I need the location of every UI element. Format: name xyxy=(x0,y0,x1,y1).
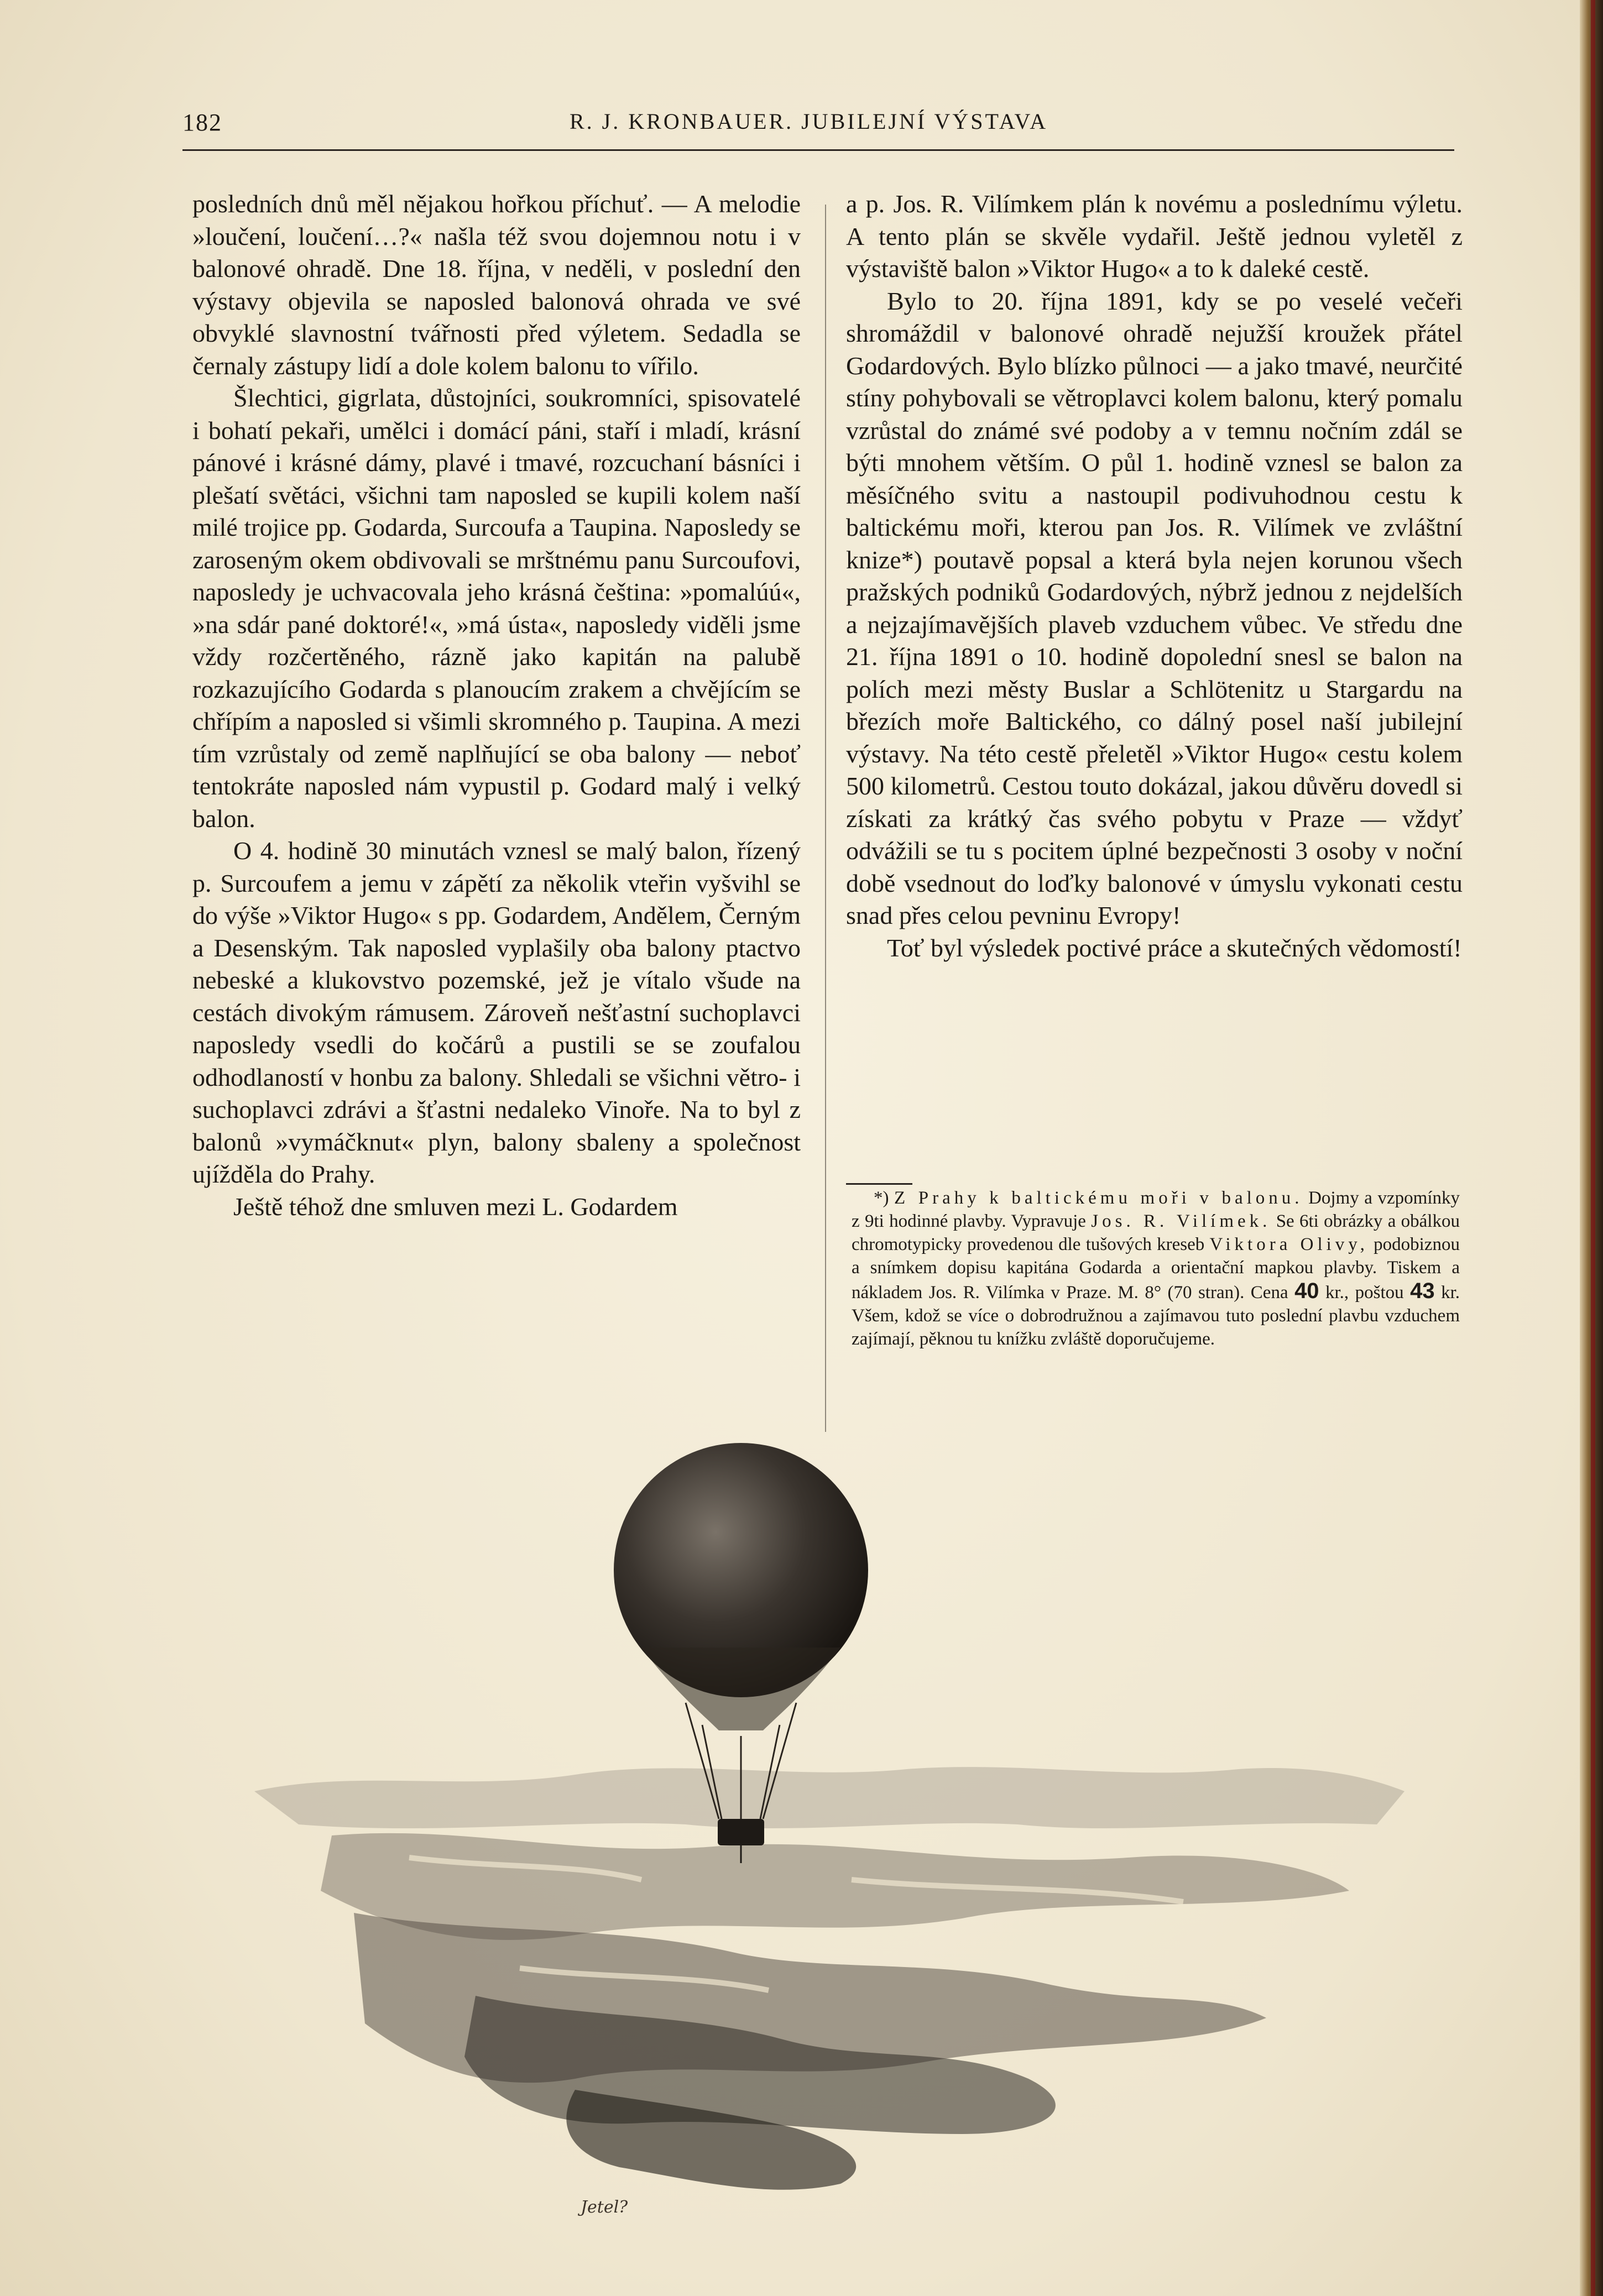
footnote-text-4: kr., poštou xyxy=(1319,1283,1411,1303)
footnote-marker: *) xyxy=(874,1188,895,1208)
footnote-text-3: podobiznou a snímkem dopisu kapitána Godarda a orientační mapkou plavby. Tiskem a nákladem Jos. R. Vilímka v Praze. M. 8° (70 stran). Cena xyxy=(852,1235,1460,1303)
footnote-text-1: Dojmy a vzpomínky z 9ti hodinné plavby. Vypravuje xyxy=(852,1188,1460,1231)
balloon-basket xyxy=(718,1819,764,1845)
cloud-landscape xyxy=(254,1767,1404,2190)
left-paragraph-1: posledních dnů měl nějakou hořkou příchuť. — A melodie »loučení, loučení…?« našla též svou dojemnou notu i v balonové ohradě. Dne 18. října, v neděli, v poslední den výstavy objevila se naposled balonová ohrada ve své obvyklé slavnostní tvářnosti před výletem. Sedadla se černaly zástupy lidí a dole kolem balonu to vířilo. xyxy=(192,190,801,380)
header-rule xyxy=(182,149,1454,151)
left-paragraph-4: Ještě téhož dne smluven mezi L. Godardem xyxy=(233,1192,678,1221)
column-divider xyxy=(825,205,826,1432)
left-paragraph-2: Šlechtici, gigrlata, důstojníci, soukromníci, spisovatelé i bohatí pekaři, umělci i domácí páni, staří i mladí, krásní pánové i krásné dámy, plavé i tmavé, rozcuchaní básníci i plešatí světáci, všichni tam naposled se kupili kolem naší milé trojice pp. Godarda, Surcoufa a Taupina. Naposledy se zaroseným okem obdivovali se mrštnému panu Surcoufovi, naposledy je uchvacovala jeho krásná čeština: »pomalúú«, »na sdár pané doktoré!«, »má ústa«, naposledy viděli jsme vždy rozčertěného, rázně jako kapitán na palubě rozkazujícího Godarda s planoucím zrakem a chvějícím se chřípím a naposled si všimli skromného p. Taupina. A mezi tím vzrůstaly od země naplňující se oba balony — neboť tentokráte naposled nám vypustil p. Godard malý i velký balon. xyxy=(192,384,801,833)
footnote-text-2: Se 6ti obrázky a obálkou chromotypicky provedenou dle tušových kreseb xyxy=(852,1211,1460,1254)
left-column xyxy=(192,188,801,1223)
footnote xyxy=(852,1186,1460,1351)
footnote-rule xyxy=(846,1183,912,1185)
right-paragraph-3: Toť byl výsledek poctivé práce a skutečných vědomostí! xyxy=(887,933,1462,962)
footnote-price: 40 xyxy=(1294,1279,1319,1303)
page-header xyxy=(182,108,1443,142)
footnote-postal-price: 43 xyxy=(1410,1279,1435,1303)
running-head: R. J. KRONBAUER. JUBILEJNÍ VÝSTAVA xyxy=(570,109,1048,134)
right-paragraph-2: Bylo to 20. října 1891, kdy se po veselé večeři shromáždil v balonové ohradě nejužší kroužek přátel Godardových. Bylo blízko půlnoci — a jako tmavé, neurčité stíny pohybovali se větroplavci kolem balonu, který pomalu vzrůstal do známé své podoby a v temnu nočním zdál se býti mnohem větším. O půl 1. hodině vznesl se balon za měsíčného svitu a nastoupil podivuhodnou cestu k baltickému moři, kterou pan Jos. R. Vilímek ve zvláštní knize*) poutavě popsal a která byla nejen korunou všech pražských podniků Godardových, nýbrž jednou z nejdelších a nejzajímavějších plaveb vzduchem vůbec. Ve středu dne 21. října 1891 o 10. hodině dopolední snesl se balon na polích mezi městy Buslar a Schlötenitz u Stargardu na březích moře Baltického, co dálný posel naší jubilejní výstavy. Na této cestě přeletěl »Viktor Hugo« cestu kolem 500 kilometrů. Cestou touto dokázal, jakou důvěru dovedl si získati za krátký čas svého pobytu v Praze — vždyť odvážili se tu s pocitem úplné bezpečnosti 3 osoby v noční době vsednout do loďky balonové v úmyslu vykonati cestu snad přes celou pevninu Evropy! xyxy=(846,286,1463,929)
page-number: 182 xyxy=(182,109,222,136)
footnote-text-5: kr. Všem, kdož se více o dobrodružnou a zajímavou tuto poslední plavbu vzduchem zajímají, pěknou tu knížku zvláště doporučujeme. xyxy=(852,1283,1460,1349)
balloon-illustration xyxy=(188,1437,1460,2222)
right-column xyxy=(846,188,1463,964)
left-paragraph-3: O 4. hodině 30 minutách vznesl se malý balon, řízený p. Surcoufem a jemu v zápětí za několik vteřin vyšvihl se do výše »Viktor Hugo« s pp. Godardem, Andělem, Černým a Desenským. Tak naposled vyplašily oba balony ptactvo nebeské a klukovstvo pozemské, jež je vítalo všude na cestách divokým rámusem. Zároveň nešťastní suchoplavci naposledy vsedli do kočárů a pustili se se zoufalou odhodlaností v honbu za balony. Shledali se všichni větro- i suchoplavci zdrávi a šťastni nedaleko Vinoře. Na to byl z balonů »vymáčknut« plyn, balony sbaleny a společnost ujížděla do Prahy. xyxy=(192,836,801,1188)
footnote-artist: Viktora Olivy, xyxy=(1209,1235,1369,1254)
footnote-author: Jos. R. Vilímek. xyxy=(1091,1211,1271,1231)
artist-signature: Jetel? xyxy=(581,2198,628,2217)
right-paragraph-1: a p. Jos. R. Vilímkem plán k novému a poslednímu výletu. A tento plán se skvěle vydařil. Ještě jednou vyletěl z výstaviště balon »Viktor Hugo« a to k daleké cestě. xyxy=(846,190,1463,283)
footnote-book-title: Z Prahy k baltickému moři v balonu. xyxy=(894,1188,1303,1208)
footnote-paragraph xyxy=(852,1186,1460,1351)
spine-ribbon xyxy=(1591,0,1595,2296)
